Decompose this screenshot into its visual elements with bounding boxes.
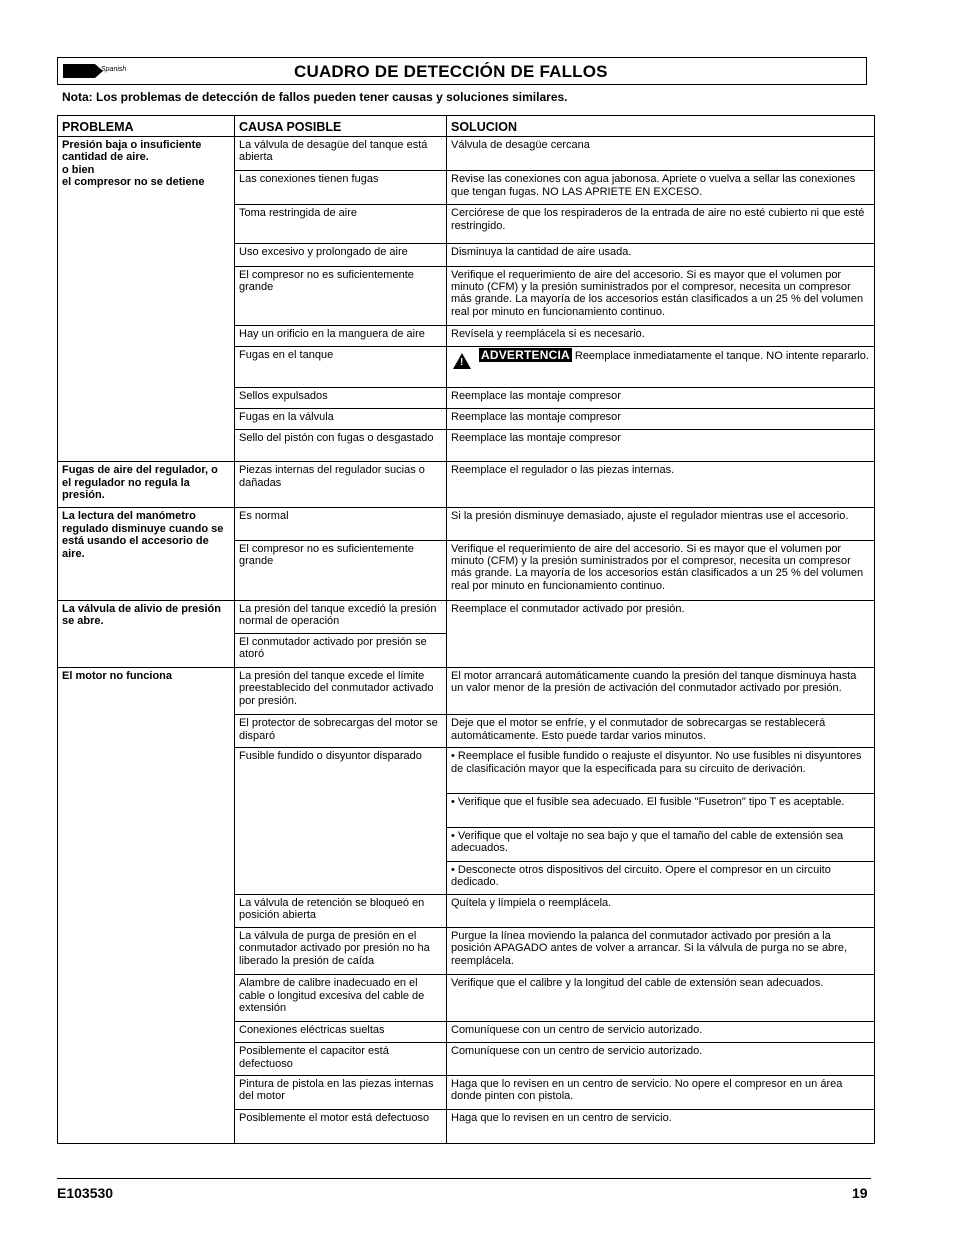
cause-cell: Piezas internas del regulador sucias o dañadas — [235, 462, 447, 508]
solution-cell: Revise las conexiones con agua jabonosa. Apriete o vuelva a sellar las conexiones que tengan fugas. NO LAS APRIETE EN EXCESO. — [447, 171, 875, 205]
solution-cell: • Desconecte otros dispositivos del circuito. Opere el compresor en un circuito dedicado. — [447, 861, 875, 894]
cause-cell: Las conexiones tienen fugas — [235, 171, 447, 205]
solution-cell: Disminuya la cantidad de aire usada. — [447, 244, 875, 266]
solution-cell: Comuníquese con un centro de servicio autorizado. — [447, 1022, 875, 1043]
solution-cell: • Verifique que el voltaje no sea bajo y que el tamaño del cable de extensión sea adecuados. — [447, 827, 875, 861]
cause-cell: La presión del tanque excedió la presión normal de operación — [235, 600, 447, 633]
problem-cell: Fugas de aire del regulador, o el regulador no regula la presión. — [58, 462, 235, 508]
table-row — [58, 600, 875, 633]
language-tab — [63, 64, 133, 78]
table-row — [58, 137, 875, 171]
warning-icon: ! — [453, 353, 471, 369]
page-number: 19 — [852, 1185, 868, 1201]
cause-cell: Posiblemente el capacitor está defectuoso — [235, 1043, 447, 1075]
cause-cell: La válvula de desagüe del tanque está abierta — [235, 137, 447, 171]
cause-cell: El compresor no es suficientemente grande — [235, 266, 447, 325]
problem-cell: La válvula de alivio de presión se abre. — [58, 600, 235, 667]
solution-cell: Purgue la línea moviendo la palanca del conmutador activado por presión a la posición APAGADO antes de volver a arrancar. Si la válvula de purga no se abre, reemplácela. — [447, 928, 875, 975]
cause-cell: Posiblemente el motor está defectuoso — [235, 1109, 447, 1143]
cause-cell: Hay un orificio en la manguera de aire — [235, 325, 447, 346]
problem-cell: El motor no funciona — [58, 668, 235, 1144]
solution-cell: Haga que lo revisen en un centro de servicio. No opere el compresor en un área donde pinten con pistola. — [447, 1075, 875, 1109]
cause-cell: Fugas en el tanque — [235, 346, 447, 387]
cause-cell: Sellos expulsados — [235, 388, 447, 409]
solution-cell: Haga que lo revisen en un centro de servicio. — [447, 1109, 875, 1143]
cause-cell: El compresor no es suficientemente grande — [235, 540, 447, 600]
solution-cell: El motor arrancará automáticamente cuando la presión del tanque disminuya hasta un valor menor de la presión de activación del conmutador activado por presión. — [447, 668, 875, 715]
cause-cell: Uso excesivo y prolongado de aire — [235, 244, 447, 266]
header-box — [57, 57, 867, 85]
solution-cell: Si la presión disminuye demasiado, ajuste el regulador mientras use el accesorio. — [447, 508, 875, 540]
cause-cell: Fugas en la válvula — [235, 409, 447, 430]
header-solution: SOLUCION — [447, 116, 875, 137]
solution-cell: • Verifique que el fusible sea adecuado. El fusible "Fusetron" tipo T es aceptable. — [447, 793, 875, 827]
cause-cell: Toma restringida de aire — [235, 205, 447, 244]
solution-cell: Cerciórese de que los respiraderos de la entrada de aire no esté cubierto ni que esté restringido. — [447, 205, 875, 244]
solution-cell: Reemplace el conmutador activado por presión. — [447, 600, 875, 667]
solution-cell: Reemplace las montaje compresor — [447, 388, 875, 409]
page-title: CUADRO DE DETECCIÓN DE FALLOS — [294, 62, 608, 81]
cause-cell: Sello del pistón con fugas o desgastado — [235, 430, 447, 462]
warning-badge: ADVERTENCIA — [481, 347, 570, 362]
solution-cell — [447, 346, 875, 387]
language-tab-block — [63, 64, 95, 78]
cause-cell: El conmutador activado por presión se atoró — [235, 633, 447, 667]
cause-cell: Alambre de calibre inadecuado en el cable o longitud excesiva del cable de extensión — [235, 975, 447, 1022]
problem-line: o bien — [62, 163, 95, 176]
cause-cell: Es normal — [235, 508, 447, 540]
cause-cell: La válvula de purga de presión en el conmutador activado por presión no ha liberado la presión de caída — [235, 928, 447, 975]
troubleshooting-table — [57, 115, 875, 1144]
table-header-row — [58, 116, 875, 137]
warning-text: Reemplace inmediatamente el tanque. NO intente repararlo. — [574, 349, 869, 362]
note-text: Nota: Los problemas de detección de fallos pueden tener causas y soluciones similares. — [62, 90, 568, 104]
solution-cell: • Reemplace el fusible fundido o reajuste el disyuntor. No use fusibles ni disyuntores de clasificación mayor que la especificada para su circuito de derivación. — [447, 748, 875, 793]
cause-cell: Pintura de pistola en las piezas internas del motor — [235, 1075, 447, 1109]
solution-cell: Verifique el requerimiento de aire del accesorio. Si es mayor que el volumen por minuto (CFM) y la presión suministrados por el compresor, necesita un compresor más grande. La mayoría de los accesorios están clasificados a un 25 % del volumen real por minuto en funcionamiento continuo. — [447, 266, 875, 325]
doc-number: E103530 — [57, 1185, 114, 1201]
solution-cell: Comuníquese con un centro de servicio autorizado. — [447, 1043, 875, 1075]
table-row — [58, 668, 875, 715]
cause-cell: La presión del tanque excede el límite preestablecido del conmutador activado por presión. — [235, 668, 447, 715]
problem-line: Presión baja o insuficiente — [62, 139, 202, 152]
solution-cell: Reemplace las montaje compresor — [447, 430, 875, 462]
solution-cell: Quítela y límpiela o reemplácela. — [447, 894, 875, 927]
solution-cell: Verifique el requerimiento de aire del accesorio. Si es mayor que el volumen por minuto (CFM) y la presión suministrados por el compresor, necesita un compresor más grande. La mayoría de los accesorios están clasificados a un 25 % del volumen real por minuto en funcionamiento continuo. — [447, 540, 875, 600]
cause-cell: La válvula de retención se bloqueó en posición abierta — [235, 894, 447, 927]
cause-cell: Conexiones eléctricas sueltas — [235, 1022, 447, 1043]
solution-cell: Revísela y reemplácela si es necesario. — [447, 325, 875, 346]
problem-line: cantidad de aire. — [62, 151, 149, 164]
solution-cell: Deje que el motor se enfríe, y el conmutador de sobrecargas se restablecerá automáticamente. Esto puede tardar varios minutos. — [447, 715, 875, 748]
language-label: Spanish — [101, 66, 127, 73]
problem-cell — [58, 137, 235, 462]
problem-line: el compresor no se detiene — [62, 176, 205, 189]
table-row — [58, 462, 875, 508]
table-row — [58, 508, 875, 540]
warning-block — [451, 347, 870, 368]
header-problem: PROBLEMA — [58, 116, 235, 137]
header-cause: CAUSA POSIBLE — [235, 116, 447, 137]
footer-divider — [57, 1178, 871, 1179]
cause-cell: Fusible fundido o disyuntor disparado — [235, 748, 447, 895]
solution-cell: Reemplace las montaje compresor — [447, 409, 875, 430]
solution-cell: Verifique que el calibre y la longitud del cable de extensión sean adecuados. — [447, 975, 875, 1022]
cause-cell: El protector de sobrecargas del motor se disparó — [235, 715, 447, 748]
problem-cell: La lectura del manómetro regulado disminuye cuando se está usando el accesorio de aire. — [58, 508, 235, 600]
solution-cell: Válvula de desagüe cercana — [447, 137, 875, 171]
solution-cell: Reemplace el regulador o las piezas internas. — [447, 462, 875, 508]
